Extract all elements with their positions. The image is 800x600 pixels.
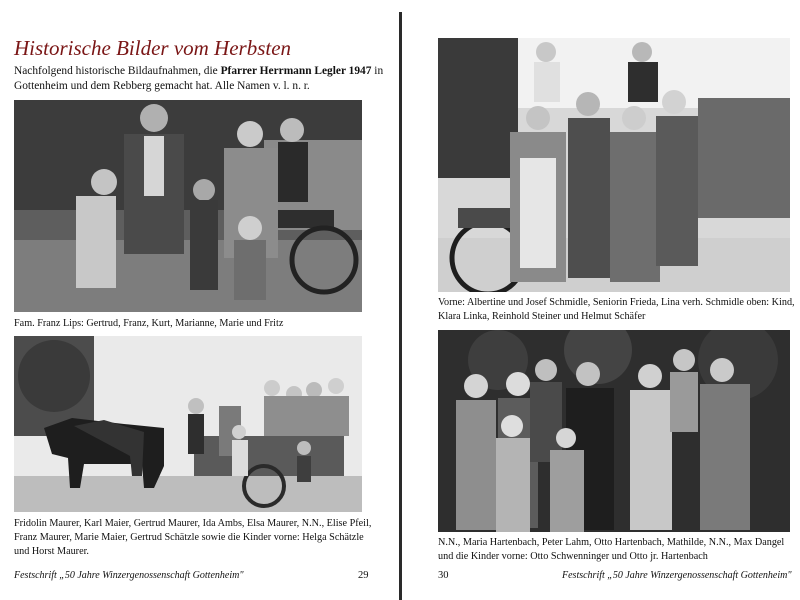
photo-schmidle-family <box>438 38 790 292</box>
photo-hartenbach-group-image <box>438 330 790 532</box>
intro-text-bold: Pfarrer Herrmann Legler 1947 <box>220 65 372 77</box>
right-page <box>404 0 800 600</box>
footer-text: Festschrift „50 Jahre Winzergenossenschaft Gottenheim" <box>14 570 244 581</box>
photo-family-lips <box>14 100 362 312</box>
page-title: Historische Bilder vom Herbsten <box>14 36 292 60</box>
footer-text: Festschrift „50 Jahre Winzergenossenschaft Gottenheim" <box>562 570 792 581</box>
photo-schmidle-family-caption: Vorne: Albertine und Josef Schmidle, Seniorin Frieda, Lina verh. Schmidle oben: Kind, Klara Linka, Reinhold Steiner und Helmut Schäfer <box>438 297 795 322</box>
intro-text-start: Nachfolgend historische Bildaufnahmen, die <box>14 65 221 77</box>
photo-schmidle-family-image <box>438 38 790 292</box>
photo-family-lips-caption: Fam. Franz Lips: Gertrud, Franz, Kurt, Marianne, Marie und Fritz <box>14 318 284 329</box>
photo-horse-cart <box>14 336 362 512</box>
photo-family-lips-image <box>14 100 362 312</box>
intro-paragraph <box>14 64 386 94</box>
page-number: 30 <box>438 570 449 581</box>
page-number: 29 <box>358 570 369 581</box>
photo-horse-cart-caption: Fridolin Maurer, Karl Maier, Gertrud Maurer, Ida Ambs, Elsa Maurer, N.N., Elise Pfeil, Franz Maurer, Marie Maier, Gertrud Schätzle sowie die Kinder vorne: Helga Schätzle und Horst Maurer. <box>14 518 372 557</box>
photo-hartenbach-group <box>438 330 790 532</box>
intro-text-end: in Gottenheim und dem Rebberg gemacht hat. Alle Namen v. l. n. r. <box>14 65 384 92</box>
photo-hartenbach-group-caption: N.N., Maria Hartenbach, Peter Lahm, Otto Hartenbach, Mathilde, N.N., Max Dangel und die Kinder vorne: Otto Schwenninger und Otto jr. Hartenbach <box>438 537 785 562</box>
photo-horse-cart-image <box>14 336 362 512</box>
